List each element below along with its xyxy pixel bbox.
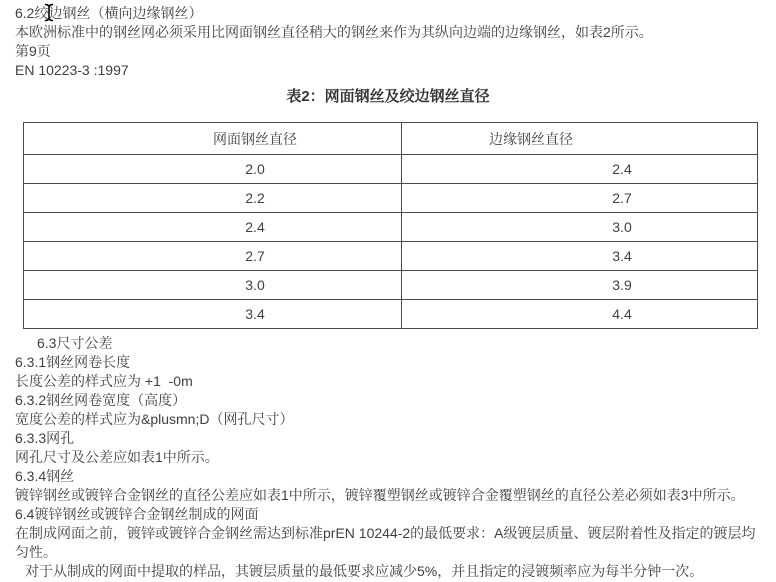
coating-requirement-text: 在制成网面之前，镀锌或镀锌合金钢丝需达到标准prEN 10244-2的最低要求：A级镀层质量、镀层附着性及指定的镀层均匀性。	[15, 525, 756, 560]
section-6-2-heading: 6.2绞边钢丝（横向边缘钢丝）	[15, 5, 203, 21]
table2-wire-diameters	[23, 122, 758, 329]
table2-title: 表2：网面钢丝及绞边钢丝直径	[286, 88, 490, 105]
cell-mesh-diameter: 2.7	[24, 242, 402, 271]
table-row	[24, 242, 758, 271]
length-tolerance-text: 长度公差的样式应为 +1 -0m	[15, 373, 193, 389]
cell-mesh-diameter: 3.4	[24, 300, 402, 329]
header-edge-wire-diameter: 边缘钢丝直径	[402, 123, 758, 155]
table-row	[24, 155, 758, 184]
cell-mesh-diameter: 3.0	[24, 271, 402, 300]
mesh-size-text: 网孔尺寸及公差应如表1中所示。	[15, 449, 219, 465]
section-6-3-2-heading: 6.3.2钢丝网卷宽度（高度）	[15, 392, 187, 408]
sample-requirement-text: 对于从制成的网面中提取的样品，其镀层质量的最低要求应减少5%，并且指定的浸镀频率应为每半分钟一次。	[25, 563, 704, 579]
cell-mesh-diameter: 2.4	[24, 213, 402, 242]
standard-reference: EN 10223-3 :1997	[15, 62, 129, 78]
section-6-3-4-heading: 6.3.4钢丝	[15, 468, 75, 484]
intro-paragraph: 本欧洲标准中的钢丝网必须采用比网面钢丝直径稍大的钢丝来作为其纵向边端的边缘钢丝，如表2所示。	[15, 24, 653, 40]
section-6-3-heading: 6.3尺寸公差	[37, 335, 113, 351]
header-mesh-wire-diameter: 网面钢丝直径	[24, 123, 402, 155]
table-row	[24, 271, 758, 300]
table-row	[24, 213, 758, 242]
section-6-4-heading: 6.4镀锌钢丝或镀锌合金钢丝制成的网面	[15, 506, 259, 522]
cell-edge-diameter: 2.4	[402, 155, 758, 184]
cell-edge-diameter: 2.7	[402, 184, 758, 213]
cell-edge-diameter: 3.4	[402, 242, 758, 271]
table-row	[24, 184, 758, 213]
body-text-block	[15, 334, 761, 581]
cell-edge-diameter: 3.9	[402, 271, 758, 300]
table-row	[24, 300, 758, 329]
width-tolerance-text: 宽度公差的样式应为&plusmn;D（网孔尺寸）	[15, 411, 294, 427]
table-header-row	[24, 123, 758, 155]
section-6-3-1-heading: 6.3.1钢丝网卷长度	[15, 354, 131, 370]
cell-mesh-diameter: 2.0	[24, 155, 402, 184]
cell-edge-diameter: 3.0	[402, 213, 758, 242]
wire-tolerance-text: 镀锌钢丝或镀锌合金钢丝的直径公差应如表1中所示，镀锌覆塑钢丝或镀锌合金覆塑钢丝的直径公差必须如表3中所示。	[15, 487, 745, 503]
section-6-3-3-heading: 6.3.3网孔	[15, 430, 75, 446]
cell-edge-diameter: 4.4	[402, 300, 758, 329]
page-number: 第9页	[15, 43, 51, 59]
cell-mesh-diameter: 2.2	[24, 184, 402, 213]
